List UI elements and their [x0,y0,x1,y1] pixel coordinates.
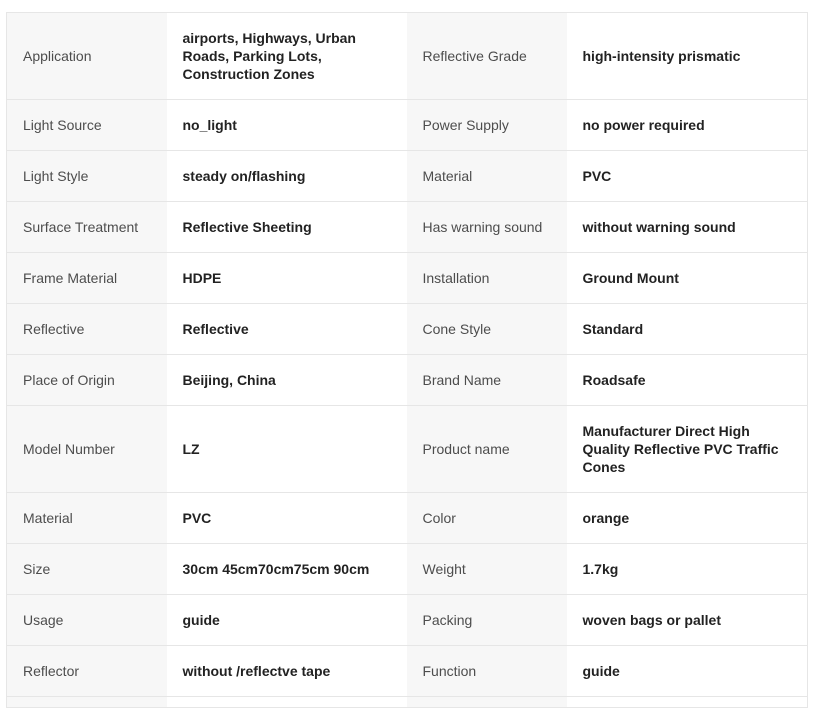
spec-value: PVC [167,493,407,544]
spec-row-usage [7,595,808,646]
spec-value: 1.7kg [567,544,808,595]
spec-key: Product name [407,406,567,493]
specifications-body [7,13,808,708]
spec-key: Reflector [7,646,167,697]
spec-key: Place of Origin [7,355,167,406]
spec-value: guide [567,646,808,697]
spec-key: Size [7,544,167,595]
spec-row-material [7,493,808,544]
spec-row-application [7,13,808,100]
spec-value: airports, Highways, Urban Roads, Parking Lots, Construction Zones [167,13,407,100]
spec-value [167,697,407,708]
spec-key: Weight [407,544,567,595]
spec-key: Brand Name [407,355,567,406]
spec-value: Standard [567,304,808,355]
spec-key: Function [407,646,567,697]
spec-row-light-source [7,100,808,151]
spec-value: no_light [167,100,407,151]
spec-row-place-of-origin [7,355,808,406]
spec-key [7,697,167,708]
spec-value: Reflective Sheeting [167,202,407,253]
spec-value [567,697,808,708]
spec-value: Beijing, China [167,355,407,406]
spec-value: PVC [567,151,808,202]
spec-key: Light Source [7,100,167,151]
spec-row-size [7,544,808,595]
spec-key: Cone Style [407,304,567,355]
spec-key: Model Number [7,406,167,493]
spec-row-frame-material [7,253,808,304]
spec-row-model-number [7,406,808,493]
spec-key: Has warning sound [407,202,567,253]
spec-row-partial [7,697,808,708]
spec-value: HDPE [167,253,407,304]
spec-value: orange [567,493,808,544]
spec-value: Reflective [167,304,407,355]
spec-row-surface-treatment [7,202,808,253]
spec-key: Reflective Grade [407,13,567,100]
spec-value: high-intensity prismatic [567,13,808,100]
spec-key: Surface Treatment [7,202,167,253]
spec-value: Manufacturer Direct High Quality Reflective PVC Traffic Cones [567,406,808,493]
spec-value: 30cm 45cm70cm75cm 90cm [167,544,407,595]
spec-value: Ground Mount [567,253,808,304]
spec-value: LZ [167,406,407,493]
spec-key: Application [7,13,167,100]
spec-value: guide [167,595,407,646]
spec-key: Power Supply [407,100,567,151]
spec-row-reflective [7,304,808,355]
spec-value: no power required [567,100,808,151]
spec-key: Color [407,493,567,544]
spec-key: Light Style [7,151,167,202]
spec-value: Roadsafe [567,355,808,406]
spec-key [407,697,567,708]
spec-key: Material [407,151,567,202]
spec-value: steady on/flashing [167,151,407,202]
spec-key: Material [7,493,167,544]
spec-value: without warning sound [567,202,808,253]
spec-key: Packing [407,595,567,646]
spec-value: without /reflectve tape [167,646,407,697]
spec-row-light-style [7,151,808,202]
spec-key: Installation [407,253,567,304]
product-specifications-table [6,12,808,708]
spec-row-reflector [7,646,808,697]
spec-key: Frame Material [7,253,167,304]
spec-value: woven bags or pallet [567,595,808,646]
spec-key: Usage [7,595,167,646]
spec-key: Reflective [7,304,167,355]
